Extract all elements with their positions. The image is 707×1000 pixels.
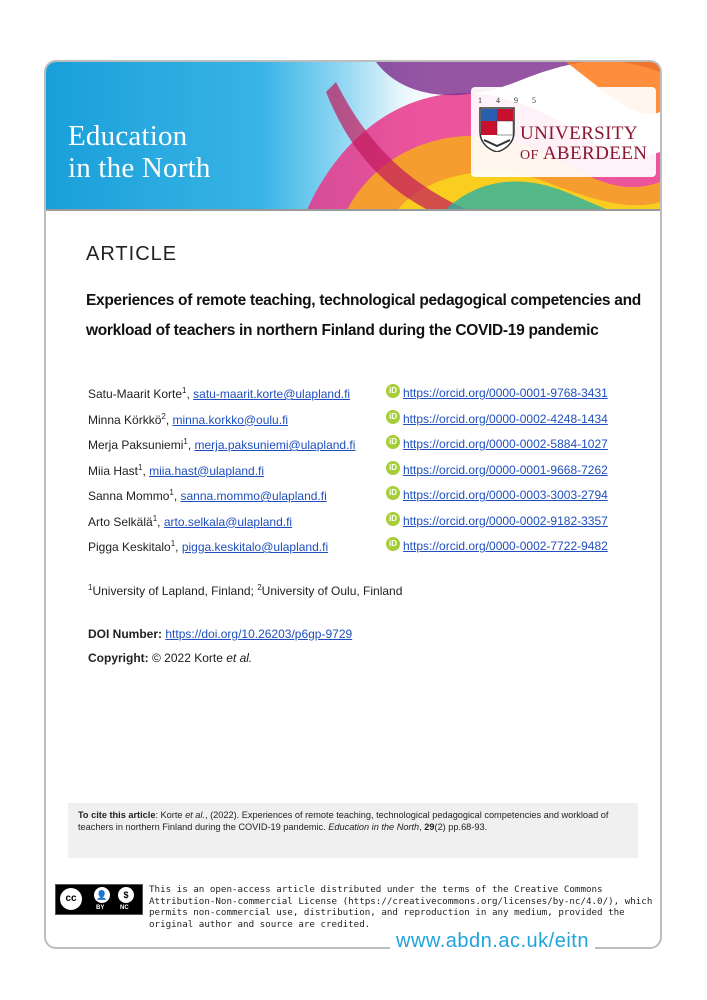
doi-link[interactable]: https://doi.org/10.26203/p6gp-9729: [165, 627, 353, 641]
journal-title-line1: Education: [68, 120, 188, 152]
author-name-line: Merja Paksuniemi$^1$, merja.paksuniemi@ulapland.fi: [88, 437, 356, 452]
author-row: [88, 488, 648, 514]
author-name-line: Minna Körkkö$^2$, minna.korkko@oulu.fi: [88, 411, 289, 427]
author-name-line: Satu-Maarit Korte$^1$, satu-maarit.korte@ulapland.fi: [88, 386, 351, 401]
citation-etal: et al.: [185, 810, 205, 820]
author-name: Merja Paksuniemi: [88, 438, 184, 452]
orcid-icon: iD: [386, 435, 400, 449]
university-name-line2: ABERDEEN: [542, 143, 648, 164]
article-type-label: ARTICLE: [86, 243, 178, 265]
citation-label: To cite this article: [78, 810, 156, 820]
affiliation-text: University of Oulu, Finland: [261, 584, 403, 598]
author-email-link[interactable]: minna.korkko@oulu.fi: [172, 412, 289, 427]
author-email-link[interactable]: satu-maarit.korte@ulapland.fi: [193, 387, 351, 401]
orcid-link[interactable]: https://orcid.org/0000-0001-9668-7262: [403, 462, 608, 477]
affiliation-sup: 2: [257, 583, 262, 592]
author-name-line: Arto Selkälä$^1$, arto.selkala@ulapland.fi: [88, 513, 293, 529]
author-email-link[interactable]: miia.hast@ulapland.fi: [149, 463, 265, 478]
copyright-etal: et al.: [226, 651, 253, 665]
author-name: Arto Selkälä: [88, 514, 153, 529]
doi-line: [88, 627, 352, 641]
affiliations: [88, 583, 402, 598]
citation-box: [68, 803, 638, 858]
author-name-line: Sanna Mommo$^1$, sanna.mommo@ulapland.fi: [88, 488, 327, 503]
author-affil-sup: 1: [183, 437, 188, 446]
citation-text: : Korte: [155, 810, 186, 820]
orcid-link[interactable]: https://orcid.org/0000-0002-4248-1434: [403, 411, 608, 426]
orcid-link[interactable]: https://orcid.org/0000-0001-9768-3431: [403, 386, 608, 400]
author-name: Miia Hast: [88, 463, 139, 478]
author-list: [88, 386, 648, 565]
license-section: [55, 884, 655, 930]
author-affil-sup: 1: [182, 386, 187, 395]
citation-text: ,: [419, 822, 425, 832]
journal-banner: [46, 62, 660, 211]
author-affil-sup: 1: [138, 462, 143, 472]
affiliation-sup: 1: [88, 583, 93, 592]
license-text: This is an open-access article distributed under the terms of the Creative Commons Attribution-Non-commercial License (https://creativecommons.org/licenses/by-nc/4.0/), which permits non-commercial use, distribution, and reproduction in any medium, provided the original author and source are credited.: [149, 884, 653, 930]
by-label: BY: [96, 905, 105, 911]
author-row: [88, 514, 648, 540]
author-email-link[interactable]: arto.selkala@ulapland.fi: [163, 514, 293, 529]
author-name: Minna Körkkö: [88, 412, 162, 427]
doi-label: DOI Number:: [88, 627, 163, 641]
author-name-line: Pigga Keskitalo$^1$, pigga.keskitalo@ulapland.fi: [88, 539, 329, 554]
noncommercial-icon: $: [118, 887, 134, 903]
author-affil-sup: 2: [161, 411, 166, 421]
university-crest-icon: [478, 106, 516, 152]
orcid-link[interactable]: https://orcid.org/0000-0002-5884-1027: [403, 437, 608, 451]
article-title: Experiences of remote teaching, technological pedagogical competencies and workload of teachers in northern Finland during the COVID-19 pandemic: [86, 292, 641, 339]
author-name: Pigga Keskitalo: [88, 540, 171, 554]
orcid-link[interactable]: https://orcid.org/0000-0002-7722-9482: [403, 539, 608, 553]
affiliation-text: University of Lapland, Finland;: [92, 584, 258, 598]
university-name-line1: UNIVERSITY: [520, 123, 638, 144]
author-row: [88, 386, 648, 412]
orcid-icon: iD: [386, 537, 400, 551]
citation-text: , (2022). Experiences of remote teaching, technological pedagogical competencies and workload of teachers in northern Finland during the COVID-19 pandemic.: [78, 810, 609, 832]
orcid-icon: iD: [386, 384, 400, 398]
author-row: [88, 539, 648, 565]
author-name: Satu-Maarit Korte: [88, 387, 183, 401]
author-row: [88, 412, 648, 438]
copyright-label: Copyright:: [88, 651, 149, 665]
orcid-link[interactable]: https://orcid.org/0000-0002-9182-3357: [403, 513, 608, 528]
author-row: [88, 463, 648, 489]
author-affil-sup: 1: [170, 539, 176, 548]
journal-title: [68, 120, 211, 184]
university-name: [520, 124, 647, 166]
citation-journal: Education in the North: [328, 822, 420, 832]
author-email-link[interactable]: sanna.mommo@ulapland.fi: [180, 489, 327, 503]
author-email-link[interactable]: pigga.keskitalo@ulapland.fi: [181, 540, 329, 554]
citation-text: (2) pp.68-93.: [434, 822, 488, 832]
copyright-text: © 2022 Korte: [152, 651, 227, 665]
author-email-link[interactable]: merja.paksuniemi@ulapland.fi: [194, 438, 356, 452]
author-name-line: Miia Hast$^1$, miia.hast@ulapland.fi: [88, 462, 265, 478]
author-affil-sup: 1: [169, 488, 174, 497]
orcid-icon: iD: [386, 512, 400, 526]
author-affil-sup: 1: [152, 513, 158, 523]
university-name-of: OF: [520, 148, 539, 163]
orcid-icon: iD: [386, 410, 400, 424]
author-row: [88, 437, 648, 463]
author-name: Sanna Mommo: [88, 489, 170, 503]
crest-year: 1 4 9 5: [478, 96, 542, 105]
orcid-icon: iD: [386, 486, 400, 500]
cc-icon: cc: [60, 888, 82, 910]
footer-url-link[interactable]: www.abdn.ac.uk/eitn: [390, 930, 595, 953]
orcid-icon: iD: [386, 461, 400, 475]
nc-label: NC: [120, 905, 129, 911]
citation-volume: 29: [424, 822, 435, 832]
journal-title-line2: in the North: [68, 152, 211, 184]
copyright-line: [88, 651, 252, 665]
cc-by-nc-badge[interactable]: [55, 884, 143, 915]
attribution-icon: 👤: [94, 887, 110, 903]
orcid-link[interactable]: https://orcid.org/0000-0003-3003-2794: [403, 488, 608, 502]
